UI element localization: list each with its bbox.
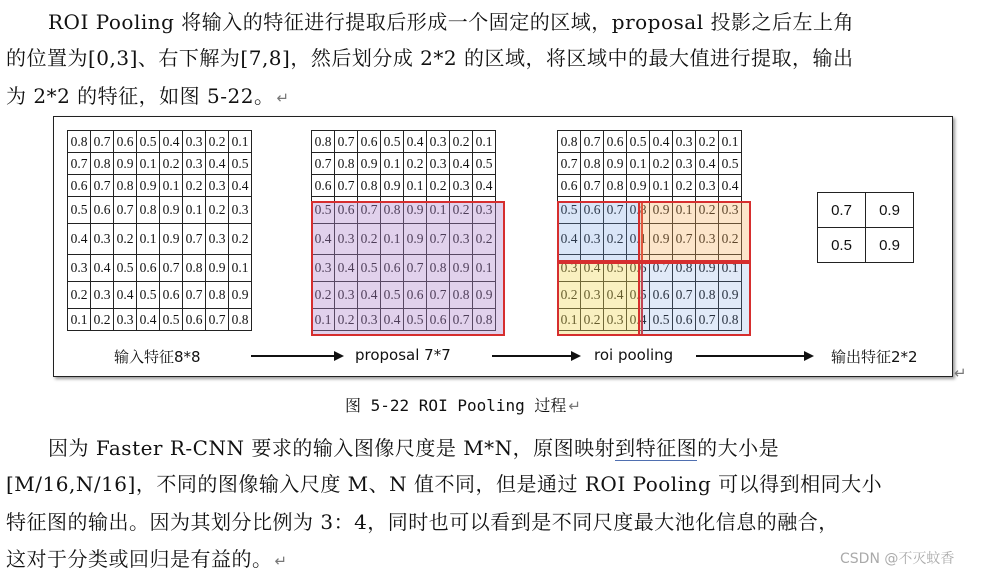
grid-cell: 0.7 xyxy=(358,197,381,224)
output-cell: 0.9 xyxy=(866,228,914,263)
grid-cell: 0.5 xyxy=(312,197,335,224)
grid-cell: 0.5 xyxy=(229,153,252,175)
grid-cell: 0.2 xyxy=(696,197,719,224)
grid-cell: 0.1 xyxy=(558,309,581,331)
grid-row xyxy=(312,153,496,175)
figure-caption-text: 图 5-22 ROI Pooling 过程 xyxy=(345,396,567,415)
grid-cell: 0.7 xyxy=(206,309,229,331)
grid-cell: 0.1 xyxy=(719,255,742,282)
grid-cell: 0.4 xyxy=(719,175,742,197)
grid-cell: 0.4 xyxy=(650,131,673,153)
grid-cell: 0.5 xyxy=(604,255,627,282)
grid-cell: 0.5 xyxy=(650,309,673,331)
grid-cell: 0.8 xyxy=(581,153,604,175)
output-feature-grid xyxy=(817,192,914,263)
grid-cell: 0.1 xyxy=(627,224,650,255)
grid-cell: 0.8 xyxy=(206,282,229,309)
grid-cell: 0.7 xyxy=(450,309,473,331)
input-feature-grid xyxy=(67,130,252,331)
grid-cell: 0.9 xyxy=(404,197,427,224)
grid-cell: 0.1 xyxy=(427,197,450,224)
grid-cell: 0.2 xyxy=(91,309,114,331)
grid-cell: 0.8 xyxy=(604,175,627,197)
grid-cell: 0.2 xyxy=(581,309,604,331)
grid-cell: 0.1 xyxy=(473,255,496,282)
grid-cell: 0.4 xyxy=(206,153,229,175)
grid-cell: 0.7 xyxy=(673,282,696,309)
grid-cell: 0.2 xyxy=(114,224,137,255)
grid-cell: 0.1 xyxy=(229,131,252,153)
figure-box xyxy=(53,116,953,377)
grid-cell: 0.3 xyxy=(450,224,473,255)
grid-cell: 0.6 xyxy=(183,309,206,331)
pool-region-bottom-left xyxy=(557,262,643,336)
grid-cell: 0.9 xyxy=(650,197,673,224)
grid-cell: 0.1 xyxy=(137,153,160,175)
para2-line4-text: 这对于分类或回归是有益的。 xyxy=(6,547,273,571)
grid-row xyxy=(312,131,496,153)
grid-cell: 0.8 xyxy=(183,255,206,282)
grid-cell: 0.7 xyxy=(183,282,206,309)
grid-cell: 0.6 xyxy=(137,255,160,282)
grid-row xyxy=(68,309,252,331)
grid-cell: 0.3 xyxy=(68,255,91,282)
grid-cell: 0.4 xyxy=(114,282,137,309)
grid-cell: 0.2 xyxy=(673,175,696,197)
grid-cell: 0.6 xyxy=(673,309,696,331)
arrow-right-icon xyxy=(492,355,578,357)
grid-cell: 0.9 xyxy=(473,282,496,309)
grid-row xyxy=(68,197,252,224)
grid-cell: 0.1 xyxy=(719,131,742,153)
grid-cell: 0.3 xyxy=(673,131,696,153)
grid-cell: 0.9 xyxy=(160,224,183,255)
grid-cell: 0.3 xyxy=(427,153,450,175)
grid-cell: 0.7 xyxy=(335,175,358,197)
grid-cell: 0.7 xyxy=(91,175,114,197)
grid-cell: 0.4 xyxy=(450,153,473,175)
grid-cell: 0.4 xyxy=(696,153,719,175)
grid-cell: 0.7 xyxy=(114,197,137,224)
grid-cell: 0.2 xyxy=(427,175,450,197)
para2-line3 xyxy=(6,506,839,535)
grid-cell: 0.5 xyxy=(719,153,742,175)
grid-cell: 0.8 xyxy=(696,282,719,309)
grid-cell: 0.1 xyxy=(381,153,404,175)
arrow-right-icon xyxy=(251,355,341,357)
return-mark-icon: ↵ xyxy=(276,89,290,107)
proposal-region xyxy=(311,201,505,336)
grid-cell: 0.1 xyxy=(137,224,160,255)
grid-cell: 0.4 xyxy=(312,224,335,255)
grid-cell: 0.8 xyxy=(719,309,742,331)
grid-cell: 0.4 xyxy=(358,282,381,309)
grid-cell: 0.3 xyxy=(183,131,206,153)
grid-cell: 0.5 xyxy=(137,131,160,153)
grid-cell: 0.1 xyxy=(627,153,650,175)
grid-cell: 0.8 xyxy=(91,153,114,175)
grid-cell: 0.3 xyxy=(335,224,358,255)
output-cell: 0.9 xyxy=(866,193,914,228)
grid-cell: 0.8 xyxy=(229,309,252,331)
output-cell: 0.5 xyxy=(818,228,866,263)
grid-cell: 0.7 xyxy=(650,255,673,282)
grid-cell: 0.3 xyxy=(604,309,627,331)
grid-cell: 0.3 xyxy=(450,175,473,197)
grid-cell: 0.6 xyxy=(604,131,627,153)
grid-row xyxy=(68,175,252,197)
grid-row xyxy=(68,224,252,255)
label-output: 输出特征2*2 xyxy=(831,348,918,366)
grid-cell: 0.3 xyxy=(91,282,114,309)
grid-cell: 0.4 xyxy=(91,255,114,282)
grid-cell: 0.7 xyxy=(673,224,696,255)
grid-cell: 0.2 xyxy=(160,153,183,175)
grid-cell: 0.7 xyxy=(91,131,114,153)
grid-cell: 0.3 xyxy=(558,255,581,282)
grid-cell: 0.8 xyxy=(473,309,496,331)
grid-cell: 0.6 xyxy=(404,282,427,309)
grid-cell: 0.4 xyxy=(404,131,427,153)
output-row xyxy=(818,193,914,228)
grid-cell: 0.3 xyxy=(312,255,335,282)
para1-line3 xyxy=(6,80,290,109)
grid-cell: 0.5 xyxy=(473,153,496,175)
grid-cell: 0.3 xyxy=(473,197,496,224)
grid-cell: 0.9 xyxy=(604,153,627,175)
para2-line1-text: 因为 Faster R-CNN 要求的输入图像尺度是 M*N，原图映射 xyxy=(48,436,616,460)
grid-cell: 0.2 xyxy=(650,153,673,175)
grid-cell: 0.4 xyxy=(137,309,160,331)
grid-cell: 0.2 xyxy=(604,224,627,255)
para2-line1 xyxy=(48,432,779,461)
grid-cell: 0.1 xyxy=(312,309,335,331)
grid-cell: 0.7 xyxy=(696,309,719,331)
grid-cell: 0.5 xyxy=(381,131,404,153)
grid-row xyxy=(68,282,252,309)
grid-cell: 0.5 xyxy=(404,309,427,331)
grid-cell: 0.4 xyxy=(581,255,604,282)
grid-cell: 0.8 xyxy=(450,282,473,309)
grid-cell: 0.6 xyxy=(160,282,183,309)
grid-cell: 0.6 xyxy=(427,309,450,331)
grid-cell: 0.5 xyxy=(114,255,137,282)
grid-cell: 0.7 xyxy=(581,175,604,197)
grid-cell: 0.7 xyxy=(183,224,206,255)
grid-cell: 0.3 xyxy=(206,224,229,255)
label-roi-pooling: roi pooling xyxy=(594,346,674,364)
grid-cell: 0.9 xyxy=(160,197,183,224)
grid-cell: 0.2 xyxy=(404,153,427,175)
grid-cell: 0.7 xyxy=(427,282,450,309)
grid-cell: 0.6 xyxy=(312,175,335,197)
label-input: 输入特征8*8 xyxy=(114,348,201,366)
grid-cell: 0.8 xyxy=(114,175,137,197)
grid-cell: 0.2 xyxy=(206,197,229,224)
grid-cell: 0.3 xyxy=(91,224,114,255)
para2-line2-text: [M/16,N/16]，不同的图像输入尺度 M、N 值不同，但是通过 ROI Pooling 可以得到相同大小 xyxy=(6,472,883,496)
grid-cell: 0.8 xyxy=(335,153,358,175)
grid-cell: 0.6 xyxy=(381,255,404,282)
grid-cell: 0.1 xyxy=(381,224,404,255)
grid-row xyxy=(558,175,742,197)
grid-cell: 0.5 xyxy=(381,282,404,309)
grid-cell: 0.9 xyxy=(114,153,137,175)
output-cell: 0.7 xyxy=(818,193,866,228)
grid-cell: 0.6 xyxy=(581,197,604,224)
grid-cell: 0.6 xyxy=(358,131,381,153)
grid-cell: 0.1 xyxy=(473,131,496,153)
grid-cell: 0.2 xyxy=(450,197,473,224)
grid-cell: 0.6 xyxy=(114,131,137,153)
para1-line2-text: 的位置为[0,3]、右下解为[7,8]，然后划分成 2*2 的区域，将区域中的最大值进行提取，输出 xyxy=(6,46,854,70)
grid-row xyxy=(68,153,252,175)
grid-cell: 0.3 xyxy=(229,197,252,224)
grid-cell: 0.3 xyxy=(427,131,450,153)
grid-cell: 0.4 xyxy=(604,282,627,309)
grid-cell: 0.7 xyxy=(427,224,450,255)
grid-cell: 0.6 xyxy=(91,197,114,224)
grid-cell: 0.8 xyxy=(673,255,696,282)
grid-cell: 0.9 xyxy=(206,255,229,282)
grid-cell: 0.5 xyxy=(137,282,160,309)
grid-cell: 0.7 xyxy=(312,153,335,175)
return-mark-icon: ↵ xyxy=(568,397,581,415)
grid-cell: 0.3 xyxy=(335,282,358,309)
grid-cell: 0.5 xyxy=(68,197,91,224)
para2-line4 xyxy=(6,543,288,572)
grid-cell: 0.4 xyxy=(335,255,358,282)
grid-cell: 0.3 xyxy=(358,309,381,331)
para1-line1-text: ROI Pooling 将输入的特征进行提取后形成一个固定的区域，proposal 投影之后左上角 xyxy=(48,10,854,34)
para1-line3-text: 为 2*2 的特征，如图 5-22。 xyxy=(6,84,275,108)
para2-link-feature-map[interactable]: 到特征图 xyxy=(615,436,698,460)
grid-row xyxy=(558,131,742,153)
grid-cell: 0.1 xyxy=(404,175,427,197)
grid-cell: 0.4 xyxy=(160,131,183,153)
figure-caption xyxy=(345,393,581,416)
grid-cell: 0.8 xyxy=(358,175,381,197)
grid-cell: 0.2 xyxy=(450,131,473,153)
grid-cell: 0.5 xyxy=(358,255,381,282)
grid-cell: 0.9 xyxy=(381,175,404,197)
grid-cell: 0.1 xyxy=(650,175,673,197)
grid-cell: 0.4 xyxy=(381,309,404,331)
output-row xyxy=(818,228,914,263)
grid-cell: 0.6 xyxy=(627,255,650,282)
grid-cell: 0.2 xyxy=(312,282,335,309)
grid-row xyxy=(312,175,496,197)
grid-cell: 0.8 xyxy=(558,131,581,153)
grid-cell: 0.2 xyxy=(229,224,252,255)
para1-line1 xyxy=(48,6,854,35)
grid-cell: 0.5 xyxy=(627,282,650,309)
grid-cell: 0.2 xyxy=(719,224,742,255)
grid-cell: 0.6 xyxy=(335,197,358,224)
grid-cell: 0.7 xyxy=(335,131,358,153)
grid-cell: 0.4 xyxy=(229,175,252,197)
grid-cell: 0.7 xyxy=(581,131,604,153)
grid-cell: 0.3 xyxy=(719,197,742,224)
return-mark-icon: ↵ xyxy=(274,552,288,570)
para1-line2 xyxy=(6,42,854,71)
grid-cell: 0.9 xyxy=(650,224,673,255)
grid-cell: 0.5 xyxy=(627,131,650,153)
grid-row xyxy=(68,131,252,153)
grid-cell: 0.5 xyxy=(558,197,581,224)
grid-cell: 0.2 xyxy=(335,309,358,331)
grid-cell: 0.1 xyxy=(68,309,91,331)
grid-cell: 0.7 xyxy=(160,255,183,282)
grid-cell: 0.3 xyxy=(114,309,137,331)
grid-cell: 0.2 xyxy=(358,224,381,255)
arrow-right-icon xyxy=(696,355,811,357)
grid-cell: 0.2 xyxy=(68,282,91,309)
grid-cell: 0.3 xyxy=(581,224,604,255)
grid-cell: 0.5 xyxy=(160,309,183,331)
grid-cell: 0.9 xyxy=(696,255,719,282)
grid-cell: 0.1 xyxy=(229,255,252,282)
grid-cell: 0.2 xyxy=(473,224,496,255)
grid-cell: 0.1 xyxy=(673,197,696,224)
grid-cell: 0.3 xyxy=(206,175,229,197)
grid-cell: 0.2 xyxy=(558,282,581,309)
grid-cell: 0.6 xyxy=(68,175,91,197)
grid-cell: 0.3 xyxy=(183,153,206,175)
grid-cell: 0.4 xyxy=(68,224,91,255)
grid-row xyxy=(558,153,742,175)
watermark: CSDN @不灭蚊香 xyxy=(840,551,955,567)
grid-cell: 0.4 xyxy=(627,309,650,331)
grid-cell: 0.6 xyxy=(558,175,581,197)
grid-cell: 0.3 xyxy=(673,153,696,175)
grid-cell: 0.9 xyxy=(404,224,427,255)
grid-cell: 0.9 xyxy=(719,282,742,309)
grid-row xyxy=(68,255,252,282)
grid-cell: 0.7 xyxy=(404,255,427,282)
grid-cell: 0.9 xyxy=(358,153,381,175)
grid-cell: 0.3 xyxy=(696,175,719,197)
grid-cell: 0.7 xyxy=(558,153,581,175)
grid-cell: 0.8 xyxy=(627,197,650,224)
pool-region-top-left xyxy=(557,201,643,262)
grid-cell: 0.9 xyxy=(137,175,160,197)
grid-cell: 0.1 xyxy=(160,175,183,197)
grid-cell: 0.8 xyxy=(137,197,160,224)
grid-cell: 0.2 xyxy=(183,175,206,197)
grid-cell: 0.8 xyxy=(68,131,91,153)
grid-cell: 0.3 xyxy=(696,224,719,255)
pool-region-top-right xyxy=(638,201,751,262)
para2-line3-text: 特征图的输出。因为其划分比例为 3：4，同时也可以看到是不同尺度最大池化信息的融合， xyxy=(6,510,839,534)
grid-cell: 0.9 xyxy=(450,255,473,282)
grid-cell: 0.1 xyxy=(183,197,206,224)
pool-region-bottom-right xyxy=(638,262,751,336)
grid-cell: 0.7 xyxy=(68,153,91,175)
grid-cell: 0.4 xyxy=(558,224,581,255)
grid-cell: 0.9 xyxy=(229,282,252,309)
grid-cell: 0.7 xyxy=(604,197,627,224)
para2-line1-tail: 的大小是 xyxy=(697,436,780,460)
grid-cell: 0.4 xyxy=(473,175,496,197)
para2-line2 xyxy=(6,468,882,497)
label-proposal: proposal 7*7 xyxy=(355,346,451,364)
grid-cell: 0.9 xyxy=(627,175,650,197)
grid-cell: 0.6 xyxy=(650,282,673,309)
grid-cell: 0.8 xyxy=(381,197,404,224)
grid-cell: 0.2 xyxy=(206,131,229,153)
return-mark-icon: ↵ xyxy=(954,364,967,382)
grid-cell: 0.3 xyxy=(581,282,604,309)
grid-cell: 0.8 xyxy=(427,255,450,282)
grid-cell: 0.8 xyxy=(312,131,335,153)
grid-cell: 0.2 xyxy=(696,131,719,153)
